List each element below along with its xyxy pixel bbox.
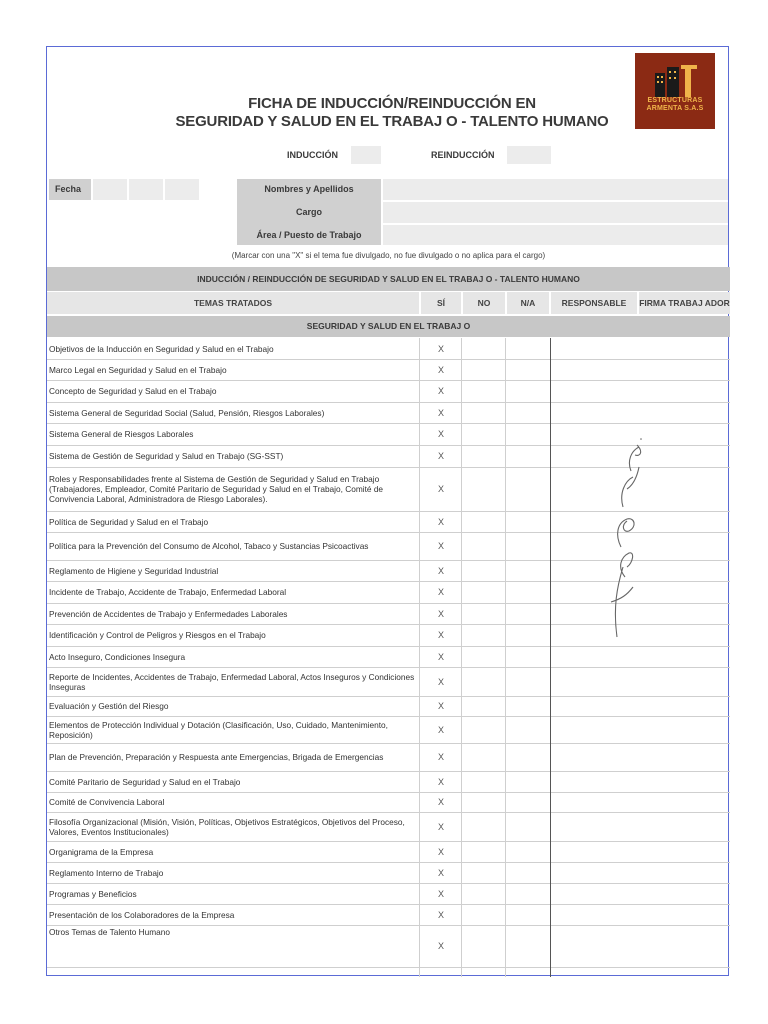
topic-text: Sistema General de Seguridad Social (Salud, Pensión, Riesgos Laborales) [49,407,325,418]
si-mark[interactable]: X [437,587,444,597]
si-mark[interactable]: X [437,429,444,439]
topic-text: Sistema de Gestión de Seguridad y Salud en Trabajo (SG-SST) [49,451,284,461]
topic-text: Política para la Prevención del Consumo de Alcohol, Tabaco y Sustancias Psicoactivas [49,541,369,551]
logo-text-line1: ESTRUCTURAS [647,97,703,104]
si-mark[interactable]: X [437,407,444,418]
title-line2: SEGURIDAD Y SALUD EN EL TRABAJ O - TALENTO HUMANO [175,113,609,130]
si-mark[interactable]: X [437,941,444,951]
topic-text: Objetivos de la Inducción en Seguridad y Salud en el Trabajo [49,343,274,354]
si-mark[interactable]: X [437,386,444,396]
si-mark[interactable]: X [437,541,444,551]
fecha-day-field[interactable] [93,179,127,200]
table-row [47,359,730,381]
nombres-field[interactable] [383,179,728,200]
reinduccion-checkbox[interactable] [507,146,551,164]
col-no: NO [463,292,505,314]
induction-form [46,46,729,976]
cargo-field[interactable] [383,202,728,223]
si-mark[interactable]: X [437,724,444,735]
cargo-label: Cargo [295,207,322,217]
table-row [47,338,730,360]
topic-text: Roles y Responsabilidades frente al Sistema de Gestión de Seguridad y Salud en Trabajo (Trabajadores, Empleador, Comité Paritario de Seguridad y Salud en el Trabajo, Comité de Convivencia Laboral, Administradora de Riesgo Laborales). [49,474,384,504]
table-row [47,771,730,793]
col-na: N/A [507,292,549,314]
logo-text-line2: ARMENTA S.A.S [646,105,704,112]
si-mark[interactable]: X [437,676,444,687]
topic-text: Sistema General de Riesgos Laborales [49,429,194,439]
col-divider [419,338,420,977]
table-row [47,925,730,968]
title-line1: FICHA DE INDUCCIÓN/REINDUCCIÓN EN [248,95,536,112]
page-title [147,95,637,131]
topic-text: Incidente de Trabajo, Accidente de Trabajo, Enfermedad Laboral [49,587,287,597]
topic-text: Marco Legal en Seguridad y Salud en el Trabajo [49,364,227,375]
si-mark[interactable]: X [437,343,444,354]
table-row [47,716,730,744]
col-divider [550,338,551,977]
si-mark[interactable]: X [437,565,444,576]
si-mark[interactable]: X [437,516,444,527]
table-row [47,696,730,717]
si-mark[interactable]: X [437,651,444,662]
col-divider [461,338,462,977]
topic-text: Identificación y Control de Peligros y Riesgos en el Trabajo [49,630,266,640]
fecha-label: Fecha [55,184,82,194]
nombres-label: Nombres y Apellidos [264,184,354,194]
company-logo [635,53,715,129]
si-mark[interactable]: X [437,867,444,878]
fecha-label-cell [49,179,91,200]
table-row [47,883,730,905]
col-temas: TEMAS TRATADOS [47,292,419,314]
induccion-label: INDUCCIÓN [287,150,338,160]
topic-text: Reporte de Incidentes, Accidentes de Trabajo, Enfermedad Laboral, Actos Inseguros y Condiciones Inseguras [49,671,415,692]
si-mark[interactable]: X [437,821,444,832]
si-mark[interactable]: X [437,846,444,857]
fecha-year-field[interactable] [165,179,199,200]
si-mark[interactable]: X [437,484,444,494]
topic-text: Programas y Beneficios [49,888,137,899]
fecha-month-field[interactable] [129,179,163,200]
building-icon [649,63,701,97]
topic-text: Reglamento de Higiene y Seguridad Industrial [49,565,219,576]
induccion-checkbox[interactable] [351,146,381,164]
topic-text: Política de Seguridad y Salud en el Trabajo [49,516,209,527]
si-mark[interactable]: X [437,608,444,619]
table-row [47,841,730,863]
signature-image [577,427,647,657]
table-row [47,862,730,884]
topic-text: Organigrama de la Empresa [49,846,154,857]
topic-text: Presentación de los Colaboradores de la Empresa [49,909,235,920]
topic-text: Plan de Prevención, Preparación y Respuesta ante Emergencias, Brigada de Emergencias [49,752,384,762]
table-row [47,792,730,813]
section-title: INDUCCIÓN / REINDUCCIÓN DE SEGURIDAD Y SALUD EN EL TRABAJ O - TALENTO HUMANO [47,267,730,291]
si-mark[interactable]: X [437,909,444,920]
table-row [47,667,730,697]
topic-text: Comité Paritario de Seguridad y Salud en el Trabajo [49,776,241,787]
topic-text: Reglamento Interno de Trabajo [49,867,164,878]
table-row [47,380,730,403]
subsection-title: SEGURIDAD Y SALUD EN EL TRABAJ O [47,316,730,337]
si-mark[interactable]: X [437,451,444,461]
topic-text: Evaluación y Gestión del Riesgo [49,701,169,711]
topic-text: Comité de Convivencia Laboral [49,797,165,807]
si-mark[interactable]: X [437,797,444,807]
topic-text: Filosofía Organizacional (Misión, Visión, Políticas, Objetivos Estratégicos, Objetivos del Proceso, Valores, Eventos Institucionales) [49,816,405,837]
si-mark[interactable]: X [437,701,444,711]
topic-text: Concepto de Seguridad y Salud en el Trabajo [49,386,217,396]
si-mark[interactable]: X [437,630,444,640]
area-field[interactable] [383,225,728,245]
si-mark[interactable]: X [437,776,444,787]
table-row [47,402,730,424]
col-firma: FIRMA TRABAJ ADOR [639,292,730,314]
si-mark[interactable]: X [437,364,444,375]
table-row [47,812,730,842]
reinduccion-label: REINDUCCIÓN [431,150,495,160]
topic-text: Prevención de Accidentes de Trabajo y Enfermedades Laborales [49,608,288,619]
area-label: Área / Puesto de Trabajo [256,230,362,240]
instructions-note: (Marcar con una "X" si el tema fue divulgado, no fue divulgado o no aplica para el cargo) [231,251,546,260]
topic-text: Otros Temas de Talento Humano [49,927,170,937]
col-si: SÍ [421,292,461,314]
si-mark[interactable]: X [437,752,444,762]
table-row [47,904,730,926]
col-divider [505,338,506,977]
si-mark[interactable]: X [437,888,444,899]
topic-text: Acto Inseguro, Condiciones Insegura [49,651,186,662]
col-responsable: RESPONSABLE [551,292,637,314]
table-row [47,743,730,772]
topic-text: Elementos de Protección Individual y Dotación (Clasificación, Uso, Cuidado, Mantenimiento, Reposición) [49,719,388,740]
